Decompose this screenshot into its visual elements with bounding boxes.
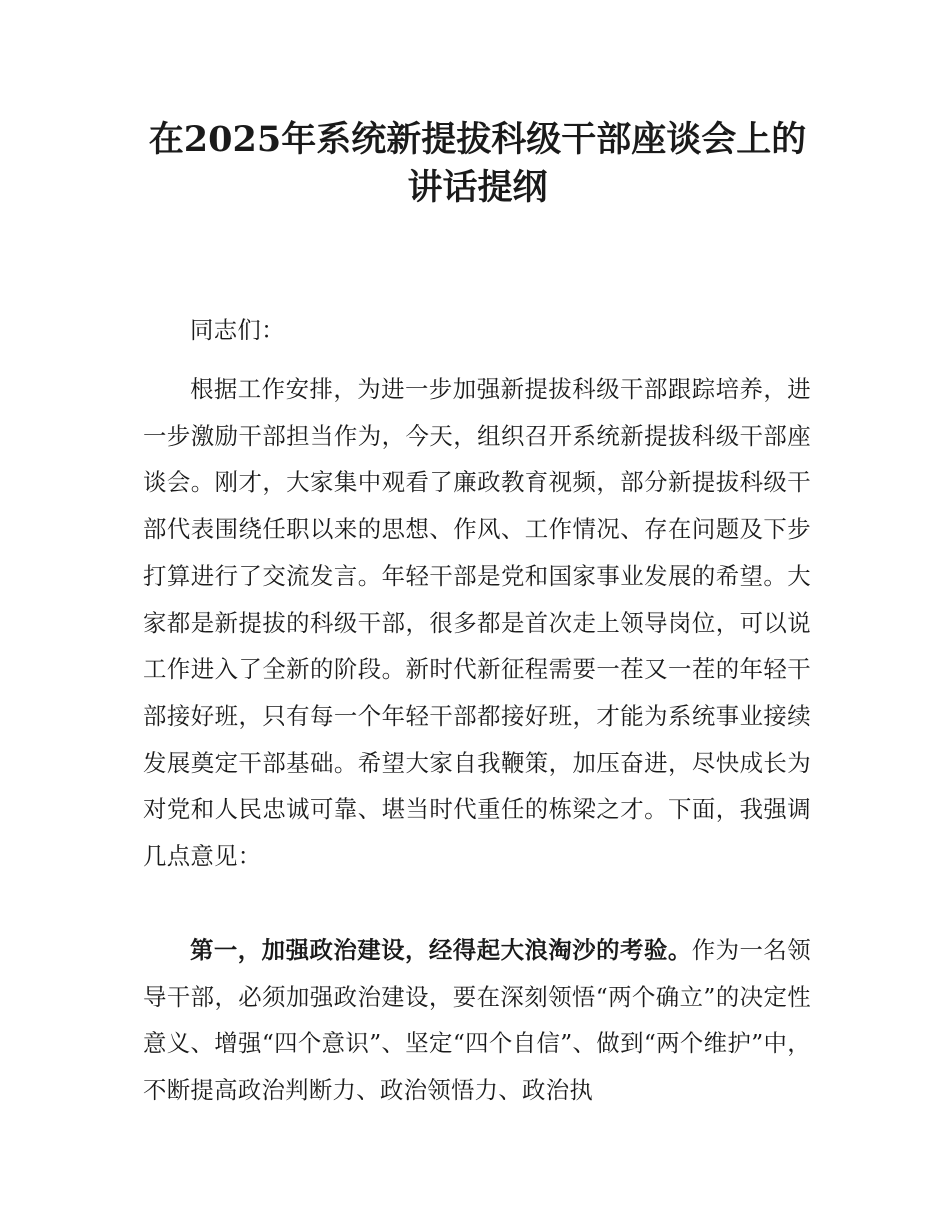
paragraph-first-point-body: 作为一名领导干部，必须加强政治建设，要在深刻领悟“两个确立”的决定性意义、增强“四个意识”、坚定“四个自信”、做到“两个维护”中，不断提高政治判断力、政治领悟力、政治执 [143,936,811,1105]
greeting: 同志们： [190,316,285,344]
paragraph-intro: 根据工作安排，为进一步加强新提拔科级干部跟踪培养，进一步激励干部担当作为，今天，组织召开系统新提拔科级干部座谈会。刚才，大家集中观看了廉政教育视频，部分新提拔科级干部代表围绕任职以来的思想、作风、工作情况、存在问题及下步打算进行了交流发言。年轻干部是党和国家事业发展的希望。大家都是新提拔的科级干部，很多都是首次走上领导岗位，可以说工作进入了全新的阶段。新时代新征程需要一茬又一茬的年轻干部接好班，只有每一个年轻干部都接好班，才能为系统事业接续发展奠定干部基础。希望大家自我鞭策，加压奋进，尽快成长为对党和人民忠诚可靠、堪当时代重任的栋梁之才。下面，我强调几点意见： [143,375,811,871]
paragraph-first-point-heading: 第一，加强政治建设，经得起大浪淘沙的考验。 [190,936,692,964]
paragraph-first-point [143,927,811,1114]
document-title: 在2025年系统新提拔科级干部座谈会上的讲话提纲 [148,119,807,208]
